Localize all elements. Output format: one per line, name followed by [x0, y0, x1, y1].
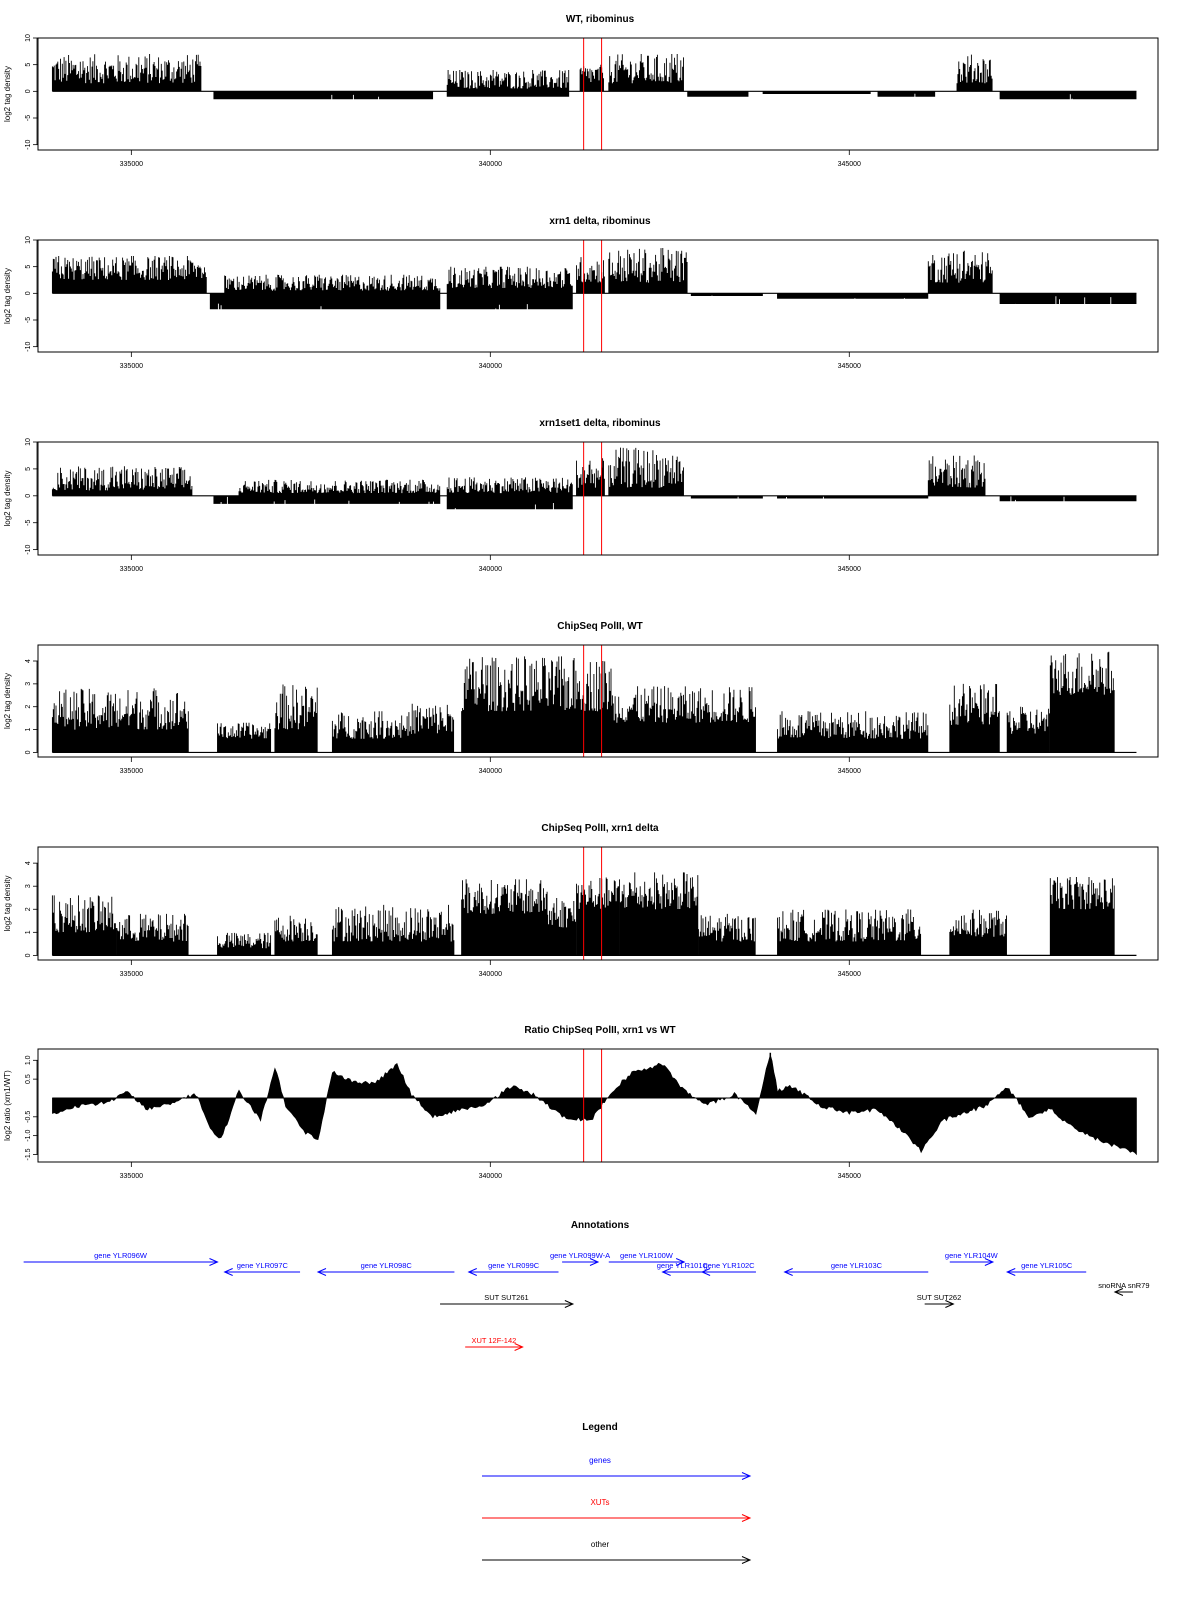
y-axis-label: log2 tag density [3, 470, 12, 527]
bar-lines [447, 293, 572, 309]
annotation-feature [465, 1336, 522, 1351]
x-tick-label: 335000 [119, 971, 144, 978]
y-tick-label: 4 [25, 861, 32, 866]
bar-lines [688, 91, 748, 96]
x-tick-label: 340000 [478, 363, 502, 370]
bar-lines [612, 686, 755, 752]
bar-lines [548, 898, 576, 955]
y-tick-label: 4 [25, 659, 32, 663]
bar-lines [1000, 496, 1136, 501]
bar-lines [1000, 293, 1136, 304]
bar-lines [778, 293, 928, 298]
bar-lines [52, 466, 192, 496]
x-tick-label: 335000 [119, 566, 144, 573]
annotation-feature [469, 1261, 559, 1276]
y-tick-label: 5 [25, 264, 32, 269]
y-tick-label: 2 [25, 704, 32, 709]
bar-segment [462, 656, 612, 752]
x-tick-label: 340000 [478, 566, 502, 573]
bar-segment [878, 91, 935, 96]
bar-segment [609, 448, 684, 496]
feature-label: SUT SUT262 [916, 1293, 962, 1302]
bar-segment [447, 70, 569, 91]
x-tick-label: 340000 [478, 161, 502, 168]
feature-label: gene YLR099W-A [549, 1251, 611, 1260]
annotation-feature [945, 1251, 999, 1266]
bar-lines [462, 879, 547, 955]
bar-segment [52, 54, 201, 91]
legend-item [482, 1540, 750, 1564]
legend-item [482, 1456, 750, 1480]
bar-lines [214, 496, 440, 504]
bar-lines [1050, 652, 1114, 753]
bar-lines [1050, 877, 1114, 955]
y-axis-label: log2 tag density [3, 65, 12, 123]
data-series [52, 1053, 1136, 1155]
bar-segment [928, 251, 992, 294]
bar-lines [778, 711, 928, 752]
y-tick-label: 3 [25, 884, 32, 889]
bar-segment [1007, 707, 1049, 753]
legend-item [482, 1498, 750, 1522]
chart-title: ChipSeq PolII, xrn1 delta [541, 823, 659, 834]
annotations-track [24, 1220, 1150, 1351]
chart-panel-1 [3, 14, 1158, 168]
bar-segment [239, 480, 440, 496]
bar-segment [778, 711, 928, 752]
bar-segment [447, 496, 572, 510]
annotation-feature [1098, 1281, 1149, 1296]
bar-lines [218, 933, 271, 956]
feature-label: SUT SUT261 [484, 1293, 529, 1302]
annotation-feature [225, 1261, 300, 1276]
bar-lines [52, 895, 116, 955]
annotation-feature [318, 1261, 454, 1276]
bar-segment [225, 275, 440, 294]
x-tick-label: 335000 [119, 161, 144, 168]
y-tick-label: 0 [25, 89, 32, 94]
bar-lines [447, 70, 569, 91]
bar-lines [928, 251, 992, 294]
annotation-feature [24, 1251, 218, 1266]
bar-segment [218, 723, 271, 753]
bar-segment [332, 905, 454, 956]
chart-title: WT, ribominus [565, 14, 635, 25]
annotations-title: Annotations [570, 1220, 630, 1231]
feature-label: gene YLR103C [830, 1261, 883, 1270]
feature-label: gene YLR104W [944, 1251, 998, 1260]
bar-segment [699, 914, 756, 956]
bar-segment [1050, 877, 1114, 955]
bar-segment [447, 91, 569, 96]
bar-segment [950, 910, 1007, 956]
y-tick-label: -5 [25, 114, 32, 122]
chart-panel-2 [3, 216, 1158, 370]
y-tick-label: 2 [25, 907, 32, 912]
bar-segment [214, 496, 440, 504]
bar-segment [52, 466, 192, 496]
legend [482, 1422, 750, 1564]
bar-lines [609, 54, 684, 91]
y-tick-label: 0 [25, 750, 32, 755]
data-series [52, 248, 1136, 309]
bar-segment [950, 684, 1000, 753]
bar-lines [225, 275, 440, 294]
bar-lines [462, 656, 612, 752]
ratio-area [52, 1055, 1136, 1155]
y-tick-label: 1.0 [25, 1055, 32, 1066]
y-tick-label: 10 [25, 438, 32, 446]
x-tick-label: 340000 [478, 971, 502, 978]
feature-label: gene YLR105C [1021, 1261, 1073, 1270]
y-axis-label: log2 tag density [3, 267, 12, 325]
bar-lines [447, 477, 572, 496]
bar-segment [609, 248, 687, 293]
bar-segment [447, 293, 572, 309]
bar-segment [548, 898, 576, 955]
y-tick-label: 0 [25, 493, 32, 498]
bar-segment [218, 933, 271, 956]
bar-segment [577, 458, 605, 496]
chart-panel-3 [3, 418, 1158, 573]
bar-segment [447, 267, 572, 294]
bar-lines [210, 293, 439, 309]
legend-label: genes [589, 1456, 611, 1465]
chart-panel-4 [3, 621, 1158, 775]
bar-segment [275, 685, 317, 753]
bar-segment [778, 909, 921, 955]
y-tick-label: 1 [25, 930, 32, 935]
bar-lines [957, 55, 992, 92]
x-tick-label: 335000 [119, 1173, 144, 1180]
plot-frame [38, 442, 1158, 555]
chart-title: ChipSeq PolII, WT [557, 621, 643, 632]
data-series [52, 54, 1136, 99]
legend-label: XUTs [590, 1498, 610, 1507]
chart-title: xrn1set1 delta, ribominus [539, 418, 661, 429]
y-tick-label: -5 [25, 316, 32, 324]
bar-lines [52, 256, 206, 293]
annotation-feature [1007, 1261, 1086, 1276]
x-tick-label: 335000 [119, 363, 144, 370]
bar-lines [275, 685, 317, 753]
y-tick-label: 3 [25, 681, 32, 686]
feature-label: gene YLR100W [620, 1251, 673, 1260]
bar-lines [1007, 707, 1049, 753]
y-tick-label: -10 [25, 544, 32, 555]
bar-segment [52, 256, 206, 293]
bar-lines [239, 480, 440, 496]
bar-segment [1000, 91, 1136, 99]
bar-lines [699, 914, 756, 956]
y-axis-label: log2 ratio (xrn1/WT) [3, 1070, 12, 1141]
annotation-feature [702, 1261, 756, 1276]
x-tick-label: 345000 [837, 566, 861, 573]
bar-segment [577, 257, 605, 293]
bar-lines [214, 91, 433, 99]
x-tick-label: 340000 [478, 768, 502, 775]
bar-segment [612, 686, 755, 752]
annotation-feature [657, 1261, 709, 1276]
bar-segment [214, 91, 433, 99]
x-tick-label: 345000 [837, 363, 861, 370]
legend-label: other [590, 1540, 610, 1549]
feature-label: gene YLR102C [703, 1261, 755, 1270]
bar-segment [577, 878, 619, 956]
x-tick-label: 345000 [837, 768, 861, 775]
bar-lines [332, 905, 454, 956]
y-tick-label: -0.5 [25, 1110, 32, 1123]
bar-lines [950, 910, 1007, 956]
bar-lines [928, 456, 985, 496]
y-tick-label: -10 [25, 341, 32, 352]
bar-segment [52, 895, 116, 955]
chart-title: Ratio ChipSeq PolII, xrn1 vs WT [524, 1025, 676, 1036]
y-tick-label: -10 [25, 139, 32, 150]
x-tick-label: 345000 [837, 161, 861, 168]
bar-segment [620, 872, 698, 955]
feature-label: XUT 12F-142 [471, 1336, 517, 1345]
y-tick-label: -1.5 [25, 1148, 32, 1161]
chart-panel-6 [3, 1025, 1158, 1180]
bar-lines [411, 704, 453, 753]
bar-segment [210, 293, 439, 309]
feature-label: gene YLR099C [488, 1261, 540, 1270]
y-tick-label: 10 [25, 34, 32, 42]
bar-segment [957, 55, 992, 92]
bar-lines [447, 496, 572, 510]
annotation-feature [440, 1293, 573, 1308]
x-tick-label: 345000 [837, 1173, 861, 1180]
feature-label: gene YLR098C [360, 1261, 412, 1270]
bar-lines [950, 684, 1000, 753]
chart-title: xrn1 delta, ribominus [549, 216, 651, 227]
y-tick-label: 5 [25, 62, 32, 67]
bar-lines [332, 711, 410, 752]
data-series [52, 652, 1136, 753]
bar-segment [688, 91, 748, 96]
bar-lines [609, 448, 684, 496]
bar-segment [275, 916, 317, 956]
x-tick-label: 340000 [478, 1173, 502, 1180]
annotation-feature [917, 1293, 961, 1308]
chart-panel-5 [3, 823, 1158, 978]
y-tick-label: 0 [25, 953, 32, 958]
bar-segment [52, 688, 188, 752]
y-tick-label: 10 [25, 236, 32, 244]
bar-lines [447, 91, 569, 96]
bar-lines [275, 916, 317, 956]
feature-label: gene YLR096W [94, 1251, 147, 1260]
legend-title: Legend [582, 1422, 618, 1433]
bar-lines [878, 91, 935, 96]
annotation-feature [785, 1261, 929, 1276]
bar-lines [620, 872, 698, 955]
y-tick-label: -5 [25, 519, 32, 526]
bar-lines [1000, 91, 1136, 99]
bar-lines [218, 723, 271, 753]
bar-lines [577, 878, 619, 956]
feature-label: gene YLR097C [236, 1261, 288, 1270]
bar-lines [117, 914, 188, 956]
bar-lines [609, 248, 687, 293]
y-tick-label: -1.0 [25, 1129, 32, 1142]
feature-label: gene YLR101C [656, 1261, 708, 1270]
bar-segment [332, 711, 410, 752]
bar-segment [928, 456, 985, 496]
y-tick-label: 1 [25, 727, 32, 732]
bar-segment [1000, 293, 1136, 304]
y-tick-label: 0.5 [25, 1074, 32, 1085]
bar-lines [577, 257, 605, 293]
y-tick-label: 5 [25, 466, 32, 471]
x-tick-label: 335000 [119, 768, 144, 775]
y-axis-label: log2 tag density [3, 875, 12, 932]
bar-segment [117, 914, 188, 956]
data-series [52, 872, 1136, 955]
bar-segment [1050, 652, 1114, 753]
plot-frame [38, 240, 1158, 352]
bar-lines [52, 688, 188, 752]
bar-segment [462, 879, 547, 955]
y-tick-label: 0 [25, 291, 32, 296]
x-tick-label: 345000 [837, 971, 861, 978]
plot-frame [38, 38, 1158, 150]
bar-lines [447, 267, 572, 294]
data-series [52, 448, 1136, 510]
bar-segment [609, 54, 684, 91]
bar-segment [411, 704, 453, 753]
bar-segment [1000, 496, 1136, 501]
bar-lines [52, 54, 201, 91]
bar-lines [577, 458, 605, 496]
y-axis-label: log2 tag density [3, 672, 12, 730]
bar-segment [447, 477, 572, 496]
bar-lines [778, 909, 921, 955]
feature-label: snoRNA snR79 [1098, 1281, 1150, 1290]
annotation-feature [550, 1251, 610, 1266]
bar-segment [778, 293, 928, 298]
